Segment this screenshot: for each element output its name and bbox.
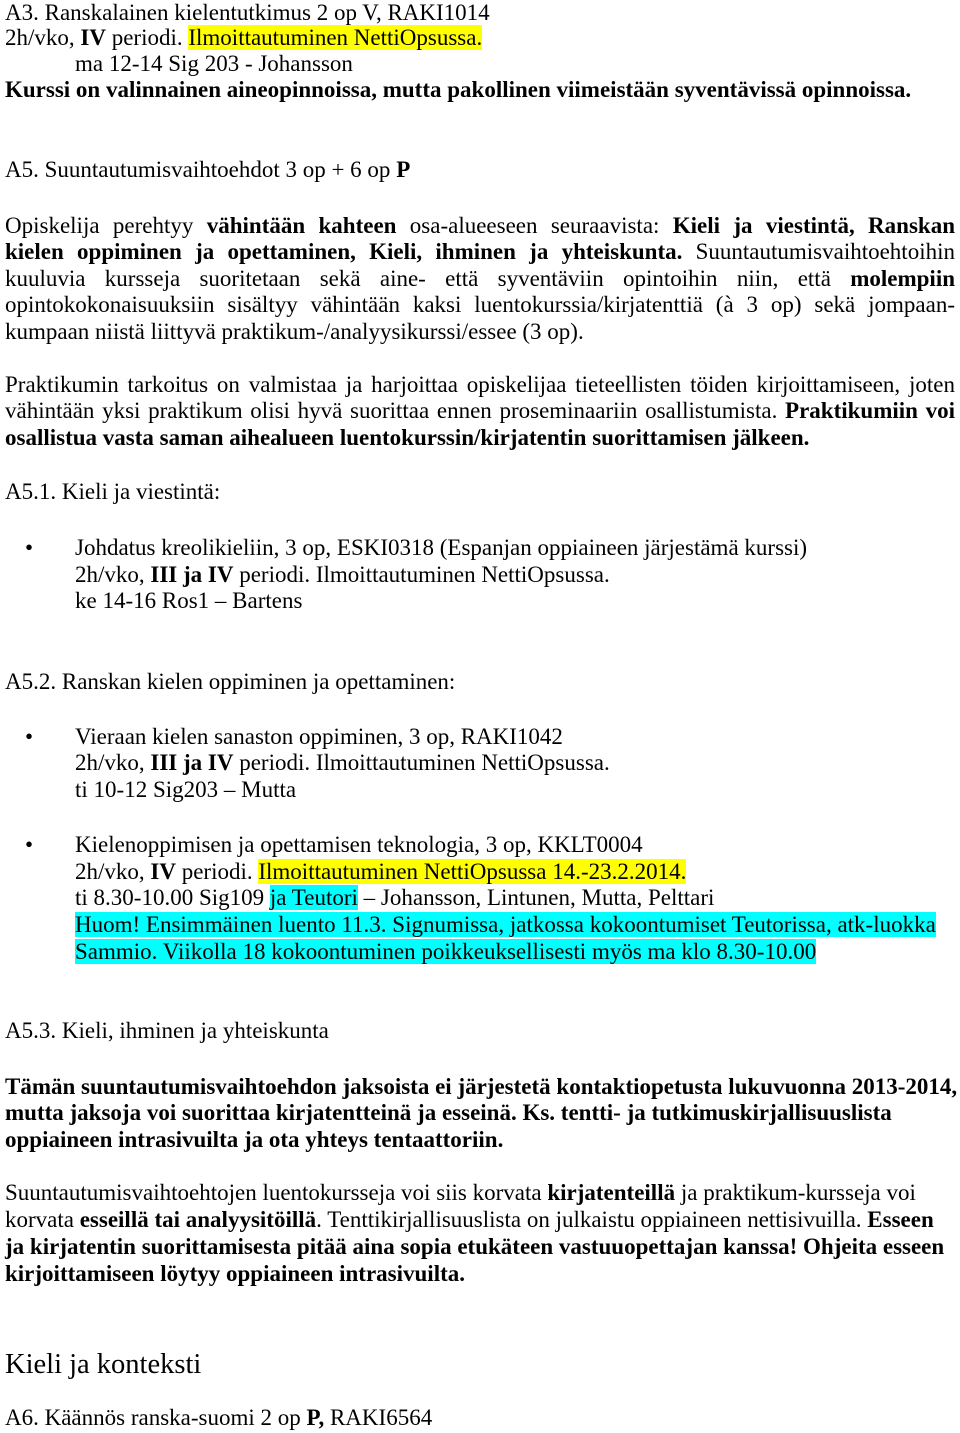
praktikum-bold: Praktikumiin voi <box>785 398 955 423</box>
course-notice-line-2 <box>75 939 816 966</box>
notice-highlight: Sammio. Viikolla 18 kokoontuminen poikkeuksellisesti myös ma klo 8.30-10.00 <box>75 938 817 964</box>
schedule-text: 2h/vko, <box>75 859 151 884</box>
intro-line-2 <box>5 239 955 266</box>
intro-text: opintokokonaisuuksiin sisältyy vähintään kaksi luentokurssia/kirjatenttiä (à 3 op) sekä jompaan- <box>5 292 955 317</box>
course-title-text: A6. Käännös ranska-suomi 2 op <box>5 1405 307 1430</box>
registration-highlight: Ilmoittautuminen NettiOpsussa 14.-23.2.2014. <box>258 859 687 884</box>
course-name: Johdatus kreolikieliin, 3 op, ESKI0318 (Espanjan oppiaineen järjestämä kurssi) <box>75 535 808 560</box>
section-a53-title: A5.3. Kieli, ihminen ja yhteiskunta <box>5 1018 329 1043</box>
course-title-code: P, <box>306 1405 325 1430</box>
intro-text: Opiskelija perehtyy <box>5 213 207 238</box>
section-title-text: A5. Suuntautumisvaihtoehdot 3 op + 6 op <box>5 157 397 182</box>
intro-text: osa-alueeseen seuraavista: <box>396 213 673 238</box>
intro-text: kumpaan niistä liittyvä praktikum-/analyysikurssi/essee (3 op). <box>5 319 584 344</box>
intro-bold: vähintään kahteen <box>206 213 397 238</box>
location-highlight: ja Teutori <box>269 885 358 910</box>
intro-bold: kielen oppiminen ja opettaminen, Kieli, ihminen ja yhteiskunta. <box>5 239 683 264</box>
info-text: . Tenttikirjallisuuslista on julkaistu oppiaineen nettisivuilla. <box>316 1207 868 1232</box>
a53-notice-line-2: mutta jaksoja voi suorittaa kirjatentteinä ja esseinä. Ks. tentti- ja tutkimuskirjallisuuslista <box>5 1100 892 1125</box>
section-a52-title: A5.2. Ranskan kielen oppiminen ja opettaminen: <box>5 669 456 694</box>
course-a3-time: ma 12-14 Sig 203 - Johansson <box>75 51 353 76</box>
course-title-text: RAKI6564 <box>324 1405 433 1430</box>
info-bold: ja kirjatentin suorittamisesta pitää aina sopia etukäteen vastuuopettajan kanssa! Ohjeita esseen <box>5 1234 945 1259</box>
intro-bold: molempiin <box>850 266 955 291</box>
time-text: ti 8.30-10.00 Sig109 <box>75 885 270 910</box>
praktikum-text: vähintään yksi praktikum olisi hyvä suorittaa ennen proseminaariin osallistumista. <box>5 398 786 423</box>
course-time: ke 14-16 Ros1 – Bartens <box>75 588 303 613</box>
intro-line-5 <box>5 319 584 346</box>
praktikum-line-1 <box>5 372 955 399</box>
intro-bold: Kieli ja viestintä, Ranskan <box>672 213 955 238</box>
intro-line-1 <box>5 213 955 240</box>
info-bold: kirjoittamiseen löytyy oppiaineen intrasivuilta. <box>5 1261 465 1286</box>
schedule-text: 2h/vko, <box>75 750 151 775</box>
intro-text: Suuntautumisvaihtoehtoihin <box>682 239 955 264</box>
course-schedule <box>75 859 686 886</box>
info-text: ja praktikum-kursseja voi <box>675 1180 916 1205</box>
section-title-code: P <box>396 157 411 182</box>
info-line-3 <box>5 1234 944 1261</box>
schedule-period: III ja IV <box>150 562 234 587</box>
info-line-4 <box>5 1261 465 1288</box>
registration-highlight: Ilmoittautuminen NettiOpsussa. <box>188 25 483 50</box>
course-name: Vieraan kielen sanaston oppiminen, 3 op, RAKI1042 <box>75 724 563 749</box>
info-line-2 <box>5 1207 934 1234</box>
course-a6-title <box>5 1405 432 1432</box>
bullet-icon: • <box>25 724 34 749</box>
course-name: Kielenoppimisen ja opettamisen teknologia, 3 op, KKLT0004 <box>75 832 643 857</box>
praktikum-bold: osallistua vasta saman aihealueen luentokurssin/kirjatentin suorittamisen jälkeen. <box>5 425 810 450</box>
course-a3-title: A3. Ranskalainen kielentutkimus 2 op V, RAKI1014 <box>5 0 490 25</box>
schedule-text: periodi. Ilmoittautuminen NettiOpsussa. <box>233 562 610 587</box>
section-a51-title: A5.1. Kieli ja viestintä: <box>5 479 221 504</box>
schedule-period: III ja IV <box>150 750 234 775</box>
info-text: Suuntautumisvaihtoehtojen luentokursseja voi siis korvata <box>5 1180 548 1205</box>
info-text: korvata <box>5 1207 80 1232</box>
course-a3-note: Kurssi on valinnainen aineopinnoissa, mutta pakollinen viimeistään syventävissä opinnoissa. <box>5 77 912 102</box>
bullet-icon: • <box>25 535 34 560</box>
course-a3-schedule <box>5 25 482 52</box>
schedule-period: IV <box>80 25 106 50</box>
intro-line-3 <box>5 266 955 293</box>
course-time <box>75 885 714 912</box>
course-time: ti 10-12 Sig203 – Mutta <box>75 777 297 802</box>
intro-text: kuuluvia kursseja suoritetaan sekä aine- että syventäviin opintoihin niin, että <box>5 266 851 291</box>
info-bold: kirjatenteillä <box>547 1180 676 1205</box>
info-line-1 <box>5 1180 916 1207</box>
a53-notice-line-3: oppiaineen intrasivuilta ja ota yhteys tentaattoriin. <box>5 1127 504 1152</box>
schedule-text: 2h/vko, <box>5 25 81 50</box>
praktikum-line-3 <box>5 425 809 452</box>
info-bold: Esseen <box>867 1207 934 1232</box>
bullet-icon: • <box>25 832 34 857</box>
schedule-text: periodi. <box>175 859 259 884</box>
praktikum-text: Praktikumin tarkoitus on valmistaa ja harjoittaa opiskelijaa tieteellisten töiden kirjoittamiseen, joten <box>5 372 955 397</box>
praktikum-line-2 <box>5 398 955 425</box>
section-heading: Kieli ja konteksti <box>5 1349 202 1380</box>
course-schedule <box>75 750 610 777</box>
schedule-period: IV <box>150 859 176 884</box>
a53-notice-line-1: Tämän suuntautumisvaihtoehdon jaksoista ei järjestetä kontaktiopetusta lukuvuonna 2013-2014, <box>5 1074 958 1099</box>
course-schedule <box>75 562 610 589</box>
section-a5-title <box>5 157 410 184</box>
info-bold: esseillä tai analyysitöillä <box>79 1207 317 1232</box>
course-notice-line-1 <box>75 912 936 939</box>
intro-line-4 <box>5 292 955 319</box>
notice-highlight: Huom! Ensimmäinen luento 11.3. Signumissa, jatkossa kokoontumiset Teutorissa, atk-luokka <box>75 912 936 937</box>
schedule-text: 2h/vko, <box>75 562 151 587</box>
schedule-text: periodi. Ilmoittautuminen NettiOpsussa. <box>233 750 610 775</box>
time-text: – Johansson, Lintunen, Mutta, Pelttari <box>357 885 715 910</box>
schedule-text: periodi. <box>105 25 189 50</box>
